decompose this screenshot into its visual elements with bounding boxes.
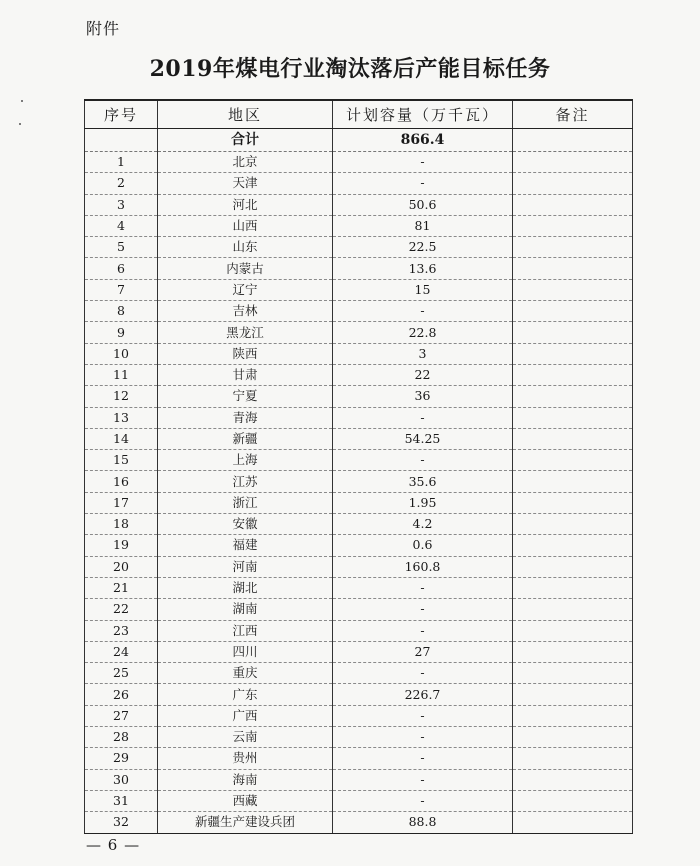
row-region: 江苏 [158,471,333,492]
row-serial-number: 9 [85,322,158,343]
table-row [85,684,633,705]
page-number: — 6 — [86,836,141,854]
table-row [85,364,633,385]
row-region: 天津 [158,173,333,194]
row-serial-number: 11 [85,364,158,385]
table-header-row [85,100,633,129]
row-remarks [513,769,633,790]
row-serial-number: 31 [85,790,158,811]
row-serial-number: 2 [85,173,158,194]
table-row [85,152,633,173]
row-region: 黑龙江 [158,322,333,343]
row-remarks [513,407,633,428]
total-serial-cell [85,129,158,152]
row-capacity: 81 [333,215,513,236]
row-serial-number: 26 [85,684,158,705]
row-region: 辽宁 [158,279,333,300]
table-row [85,727,633,748]
row-region: 河北 [158,194,333,215]
table-row [85,407,633,428]
table-row [85,663,633,684]
table-row [85,514,633,535]
row-capacity: 88.8 [333,812,513,833]
row-serial-number: 13 [85,407,158,428]
row-capacity: 4.2 [333,514,513,535]
table-row [85,790,633,811]
row-region: 山东 [158,237,333,258]
row-serial-number: 1 [85,152,158,173]
row-serial-number: 6 [85,258,158,279]
row-serial-number: 29 [85,748,158,769]
row-region: 湖北 [158,577,333,598]
header-region: 地区 [158,100,333,129]
row-capacity: 27 [333,641,513,662]
row-remarks [513,492,633,513]
table-row [85,428,633,449]
row-capacity: - [333,599,513,620]
row-capacity: - [333,748,513,769]
row-remarks [513,727,633,748]
row-remarks [513,577,633,598]
table-row [85,258,633,279]
row-serial-number: 12 [85,386,158,407]
row-remarks [513,812,633,833]
row-region: 湖南 [158,599,333,620]
row-region: 西藏 [158,790,333,811]
row-remarks [513,514,633,535]
row-remarks [513,322,633,343]
row-region: 江西 [158,620,333,641]
row-capacity: - [333,173,513,194]
row-region: 吉林 [158,301,333,322]
row-region: 贵州 [158,748,333,769]
row-capacity: 0.6 [333,535,513,556]
row-remarks [513,386,633,407]
table-row [85,556,633,577]
row-capacity: 50.6 [333,194,513,215]
table-row [85,173,633,194]
row-remarks [513,428,633,449]
table-row [85,492,633,513]
row-remarks [513,471,633,492]
table-row [85,769,633,790]
row-remarks [513,450,633,471]
document-title: 2019年煤电行业淘汰落后产能目标任务 [149,56,551,82]
row-remarks [513,343,633,364]
table-row [85,620,633,641]
row-region: 青海 [158,407,333,428]
row-capacity: 13.6 [333,258,513,279]
row-capacity: 1.95 [333,492,513,513]
row-region: 北京 [158,152,333,173]
row-region: 广东 [158,684,333,705]
row-capacity: 15 [333,279,513,300]
row-serial-number: 28 [85,727,158,748]
row-region: 陕西 [158,343,333,364]
row-serial-number: 22 [85,599,158,620]
row-serial-number: 7 [85,279,158,300]
row-capacity: - [333,450,513,471]
row-remarks [513,705,633,726]
table-row [85,577,633,598]
scan-speck [19,123,21,125]
row-serial-number: 18 [85,514,158,535]
table-row [85,471,633,492]
row-capacity: 54.25 [333,428,513,449]
row-capacity: - [333,705,513,726]
capacity-table [84,99,633,834]
row-serial-number: 21 [85,577,158,598]
table-row [85,343,633,364]
header-remarks: 备注 [513,100,633,129]
row-serial-number: 19 [85,535,158,556]
row-capacity: 36 [333,386,513,407]
table-row [85,705,633,726]
row-region: 浙江 [158,492,333,513]
row-region: 云南 [158,727,333,748]
table-row [85,450,633,471]
row-serial-number: 14 [85,428,158,449]
table-row [85,279,633,300]
header-planned-capacity: 计划容量（万千瓦） [333,100,513,129]
row-remarks [513,215,633,236]
header-serial-number: 序号 [85,100,158,129]
row-region: 山西 [158,215,333,236]
row-capacity: 22 [333,364,513,385]
row-region: 内蒙古 [158,258,333,279]
row-remarks [513,599,633,620]
row-remarks [513,194,633,215]
row-region: 上海 [158,450,333,471]
table-row [85,322,633,343]
table-row [85,641,633,662]
row-serial-number: 20 [85,556,158,577]
row-region: 安徽 [158,514,333,535]
table-row [85,237,633,258]
row-remarks [513,663,633,684]
row-capacity: - [333,727,513,748]
row-region: 河南 [158,556,333,577]
row-serial-number: 8 [85,301,158,322]
row-serial-number: 30 [85,769,158,790]
row-capacity: 22.5 [333,237,513,258]
row-region: 甘肃 [158,364,333,385]
row-capacity: - [333,663,513,684]
row-capacity: 3 [333,343,513,364]
row-serial-number: 32 [85,812,158,833]
row-remarks [513,748,633,769]
row-remarks [513,641,633,662]
row-remarks [513,301,633,322]
row-capacity: 35.6 [333,471,513,492]
row-serial-number: 17 [85,492,158,513]
total-remarks-cell [513,129,633,152]
total-capacity: 866.4 [333,129,513,152]
row-remarks [513,535,633,556]
row-remarks [513,279,633,300]
row-capacity: 160.8 [333,556,513,577]
table-row [85,748,633,769]
row-capacity: - [333,790,513,811]
table-row [85,812,633,833]
row-remarks [513,790,633,811]
row-remarks [513,173,633,194]
row-capacity: - [333,152,513,173]
row-serial-number: 23 [85,620,158,641]
row-region: 新疆生产建设兵团 [158,812,333,833]
table-row [85,194,633,215]
row-serial-number: 10 [85,343,158,364]
row-region: 四川 [158,641,333,662]
row-serial-number: 15 [85,450,158,471]
row-capacity: - [333,620,513,641]
row-remarks [513,684,633,705]
row-region: 海南 [158,769,333,790]
table-row [85,535,633,556]
table-row [85,301,633,322]
row-serial-number: 24 [85,641,158,662]
row-remarks [513,620,633,641]
row-serial-number: 25 [85,663,158,684]
row-region: 福建 [158,535,333,556]
row-capacity: - [333,301,513,322]
row-serial-number: 5 [85,237,158,258]
row-capacity: 226.7 [333,684,513,705]
row-capacity: - [333,577,513,598]
row-remarks [513,237,633,258]
total-label: 合计 [158,129,333,152]
table-row [85,386,633,407]
row-capacity: 22.8 [333,322,513,343]
row-remarks [513,364,633,385]
row-capacity: - [333,769,513,790]
row-capacity: - [333,407,513,428]
row-serial-number: 27 [85,705,158,726]
scan-speck [21,100,23,102]
row-remarks [513,152,633,173]
row-remarks [513,556,633,577]
row-region: 新疆 [158,428,333,449]
row-region: 重庆 [158,663,333,684]
row-region: 宁夏 [158,386,333,407]
row-remarks [513,258,633,279]
row-region: 广西 [158,705,333,726]
row-serial-number: 4 [85,215,158,236]
row-serial-number: 16 [85,471,158,492]
table-row [85,215,633,236]
attachment-label: 附件 [86,19,121,38]
total-row [85,129,633,152]
table-row [85,599,633,620]
row-serial-number: 3 [85,194,158,215]
